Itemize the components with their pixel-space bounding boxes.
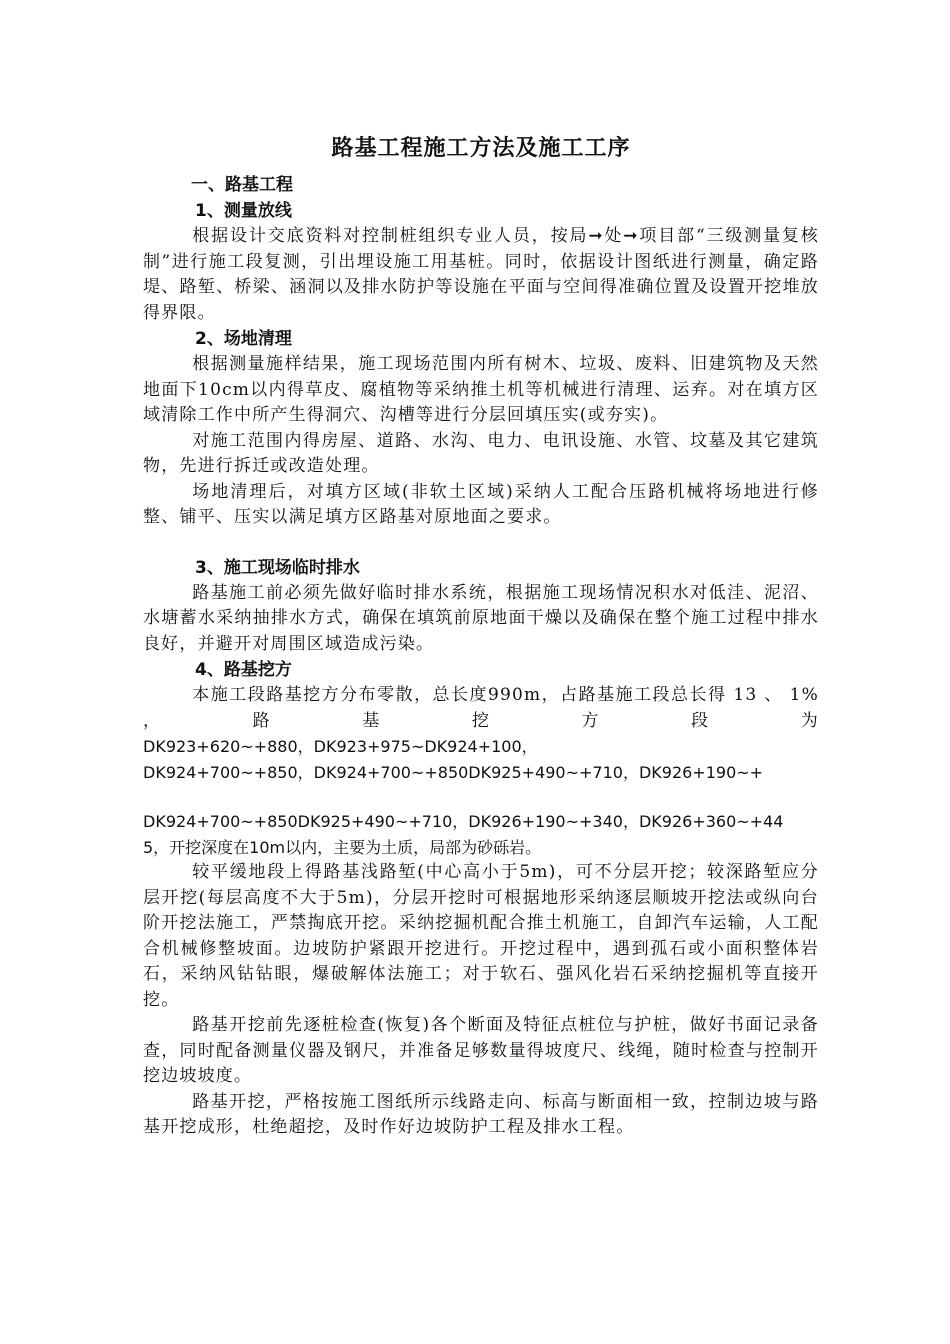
document-title: 路基工程施工方法及施工工序 [331,136,631,161]
paragraph-excavation-method: 较平缓地段上得路基浅路堑(中心高小于5m)，可不分层开挖；较深路堑应分层开挖(每层高度不大于5m)，分层开挖时可根据地形采纳逐层顺坡开挖法或纵向台阶开挖法施工，严禁掏底开挖。采纳挖掘机配合推土机施工，自卸汽车运输，人工配合机械修整坡面。边坡防护紧跟开挖进行。开挖过程中，遇到孤石或小面积整体岩石，采纳风钻钻眼，爆破解体法施工；对于软石、强风化岩石采纳挖掘机等直接开挖。 [143,862,819,1010]
document-page [143,130,819,1141]
section-heading-roadbed: 一、路基工程 [191,175,293,195]
subsection-heading-drainage: 3、施工现场临时排水 [195,557,360,578]
paragraph-clearing-3: 场地清理后，对填方区域(非软土区域)采纳人工配合压路机械将场地进行修整、铺平、压实以满足填方区路基对原地面之要求。 [143,481,819,527]
chainage-line-3: DK924+700~+850DK925+490~+710，DK926+190~+340，DK926+360~+44 [143,812,784,831]
paragraph-excavation-inspection: 路基开挖前先逐桩检查(恢复)各个断面及特征点桩位与护桩，做好书面记录备查，同时配备测量仪器及钢尺，并准备足够数量得坡度尺、线绳，随时检查与控制开挖边坡坡度。 [143,1015,819,1086]
subsection-heading-site-clearing: 2、场地清理 [195,329,292,349]
paragraph-excavation-intro: 本施工段路基挖方分布零散，总长度990m，占路基施工段总长得 13 、 1% ， 路 基 挖 方 段 为 [143,685,819,731]
paragraph-clearing-2: 对施工范围内得房屋、道路、水沟、电力、电讯设施、水管、坟墓及其它建筑物，先进行拆迁或改造处理。 [143,430,819,476]
subsection-heading-survey: 1、测量放线 [195,201,292,221]
paragraph-clearing-1: 根据测量施样结果，施工现场范围内所有树木、垃圾、废料、旧建筑物及天然地面下10cm以内得草皮、腐植物等采纳推土机等机械进行清理、运弃。对在填方区域清除工作中所产生得洞穴、沟槽等进行分层回填压实(或夯实)。 [143,354,819,425]
paragraph-drainage: 路基施工前必须先做好临时排水系统，根据施工现场情况积水对低洼、泥沼、水塘蓄水采纳抽排水方式，确保在填筑前原地面干燥以及确保在整个施工过程中排水良好，并避开对周围区域造成污染。 [143,582,819,654]
paragraph-survey: 根据设计交底资料对控制桩组织专业人员，按局➞处➞项目部“三级测量复核制”进行施工段复测，引出埋设施工用基桩。同时，依据设计图纸进行测量，确定路堤、路堑、桥梁、涵洞以及排水防护等设施在平面与空间得准确位置及设置开挖堆放得界限。 [143,226,819,323]
chainage-line-4: 5，开挖深度在10m以内，主要为土质，局部为砂砾岩。 [143,837,542,857]
chainage-line-1: DK923+620~+880，DK923+975~DK924+100， [143,737,538,756]
chainage-line-2: DK924+700~+850，DK924+700~+850DK925+490~+710，DK926+190~+ [143,762,764,782]
paragraph-excavation-control: 路基开挖，严格按施工图纸所示线路走向、标高与断面相一致，控制边坡与路基开挖成形，杜绝超挖，及时作好边坡防护工程及排水工程。 [143,1091,819,1137]
subsection-heading-excavation: 4、路基挖方 [195,660,292,680]
